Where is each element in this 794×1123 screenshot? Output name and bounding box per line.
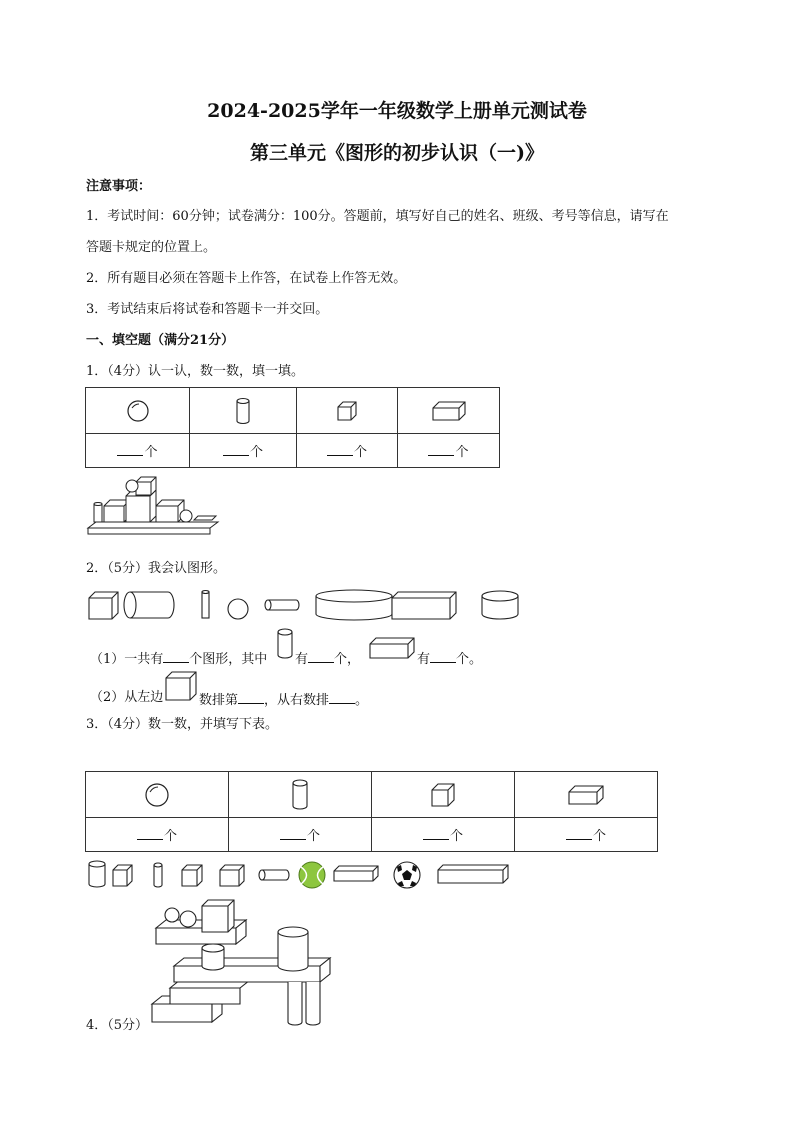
notice-heading: 注意事项： — [86, 179, 152, 194]
q1-sphere-cell — [86, 388, 190, 434]
page-title: 2024-2025学年一年级数学上册单元测试卷 — [207, 100, 587, 122]
cube-icon — [164, 670, 198, 702]
q1-answer-4[interactable]: 个 — [398, 434, 500, 468]
q1-table — [85, 387, 500, 468]
q1-answer-3[interactable]: 个 — [297, 434, 398, 468]
cuboid-icon — [368, 636, 416, 660]
soccer-ball-icon — [394, 862, 420, 888]
page-subtitle: 第三单元《图形的初步认识（一)》 — [250, 142, 544, 164]
sphere-icon — [126, 399, 150, 423]
q2-sub1-part2: 有 个， — [295, 652, 361, 667]
q3-stem: 3．（4分）数一数，并填写下表。 — [86, 717, 279, 732]
q2-stem: 2．（5分）我会认图形。 — [86, 561, 227, 576]
cube-icon — [430, 782, 456, 808]
q1-answer-2[interactable]: 个 — [190, 434, 297, 468]
sphere-icon — [144, 782, 170, 808]
q3-table — [85, 771, 658, 852]
notice-item1-line1: 1．考试时间：60分钟；试卷满分：100分。答题前，填写好自己的姓名、班级、考号等信息，请写在 — [86, 209, 669, 224]
tennis-ball-icon — [299, 862, 325, 888]
q2-sub2: （2）从左边 — [90, 690, 164, 705]
q1-cylinder-cell — [190, 388, 297, 434]
q2-shapes-row — [86, 588, 526, 622]
cylinder-icon — [234, 397, 252, 425]
notice-item1-line2: 答题卡规定的位置上。 — [86, 240, 217, 255]
section-heading: 一、填空题（满分21分） — [86, 333, 235, 348]
q2-sub2-part2: 数排第 ，从右数排 。 — [199, 693, 369, 708]
cuboid-icon — [567, 784, 605, 806]
q3-cuboid-cell — [515, 772, 658, 818]
q2-blank-left[interactable] — [238, 691, 264, 704]
q1-cuboid-cell — [398, 388, 500, 434]
q1-answer-1[interactable]: 个 — [86, 434, 190, 468]
q2-blank-right[interactable] — [329, 691, 355, 704]
q2-sub1-part3: 有 个。 — [417, 652, 483, 667]
q3-objects-row — [86, 858, 516, 890]
q1-stem: 1．（4分）认一认，数一数，填一填。 — [86, 364, 305, 379]
q3-structure-figure — [150, 896, 340, 1032]
cylinder-icon — [276, 628, 294, 660]
cuboid-icon — [431, 400, 467, 422]
q3-answer-1[interactable]: 个 — [86, 818, 229, 852]
q3-sphere-cell — [86, 772, 229, 818]
q3-cylinder-cell — [229, 772, 372, 818]
notice-item3: 3．考试结束后将试卷和答题卡一并交回。 — [86, 302, 329, 317]
q1-blocks-figure — [86, 476, 222, 542]
q1-cube-cell — [297, 388, 398, 434]
cube-icon — [335, 399, 359, 423]
q2-blank-cuboid[interactable] — [430, 650, 456, 663]
q3-answer-3[interactable]: 个 — [372, 818, 515, 852]
cylinder-icon — [290, 779, 310, 811]
q3-answer-4[interactable]: 个 — [515, 818, 658, 852]
q3-answer-2[interactable]: 个 — [229, 818, 372, 852]
q2-blank-cylinder[interactable] — [308, 650, 334, 663]
q4-stem: 4．（5分） — [86, 1018, 149, 1033]
q2-sub1: （1）一共有 个图形，其中 — [90, 652, 268, 667]
q2-blank-total[interactable] — [163, 650, 189, 663]
notice-item2: 2．所有题目必须在答题卡上作答，在试卷上作答无效。 — [86, 271, 407, 286]
q3-cube-cell — [372, 772, 515, 818]
